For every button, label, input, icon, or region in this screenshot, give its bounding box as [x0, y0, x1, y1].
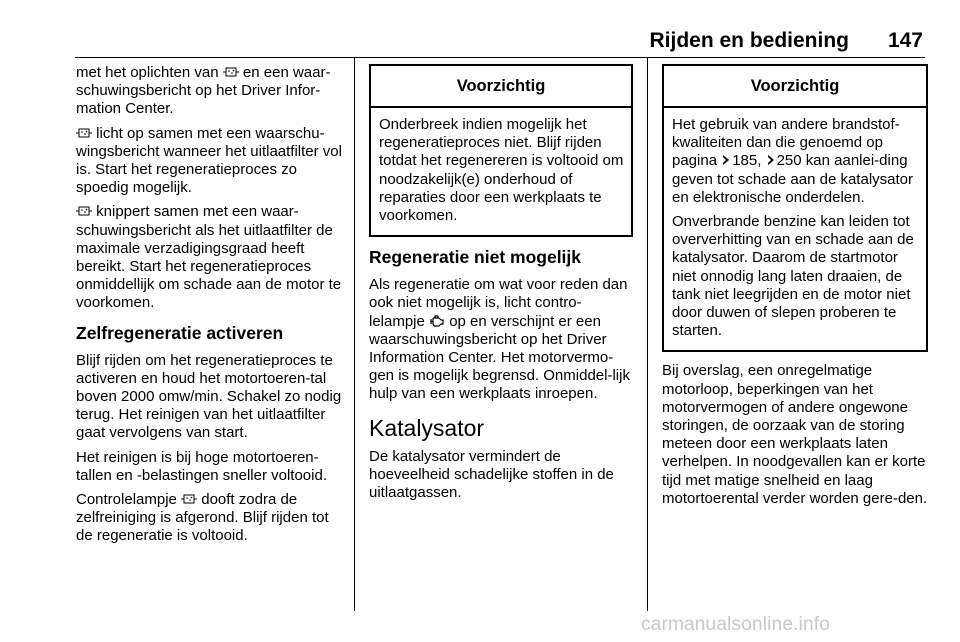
column-1: [76, 64, 342, 552]
page-title: Rijden en bediening: [649, 29, 849, 52]
section-heading: Zelfregeneratie activeren: [76, 322, 284, 343]
text: licht op samen met een waarschu-wingsbericht wanneer het uitlaatfilter vol is. Start het regeneratieproces zo spoedig mogelijk.: [76, 124, 342, 197]
paragraph: Blijf rijden om het regeneratieproces te activeren en houd het motortoeren-tal boven 2000 omw/min. Schakel zo nodig terug. Het reinigen van het uitlaatfilter gaat vervolgens van start.: [76, 351, 342, 442]
caution-text: Onderbreek indien mogelijk het regeneratieproces niet. Blijf rijden totdat het regenereren is voltooid om noodzakelijk(e) onderhoud of reparaties door een werkplaats te voorkomen.: [379, 116, 624, 225]
engine-icon: [429, 314, 445, 328]
text: Controlelampje: [76, 491, 182, 509]
caution-body: [664, 108, 926, 350]
column-divider: [354, 58, 355, 611]
page-number: 147: [887, 29, 923, 52]
exhaust-filter-icon: [181, 492, 197, 506]
watermark: carmanualsonline.info: [641, 614, 831, 635]
text: dooft zodra de zelfreiniging is afgerond. Blijf rijden tot de regeneratie is voltooid.: [76, 491, 329, 545]
caution-title: Voorzichtig: [664, 66, 926, 108]
caution-text: Onverbrande benzine kan leiden tot oververhitting van en schade aan de katalysator. Daarom de startmotor niet onnodig lang laten draaien, de tank niet leegrijden en de motor niet door duwen of slepen proberen te starten.: [672, 213, 914, 340]
text: Als regeneratie om wat voor reden dan ook niet mogelijk is, licht contro-lelampje: [369, 276, 628, 330]
paragraph: [76, 64, 342, 119]
exhaust-filter-icon: [223, 65, 239, 79]
caution-body: [371, 108, 631, 235]
text: knippert samen met een waar-schuwingsbericht als het uitlaatfilter de maximale verzadigingsgraad heeft bereikt. Start het regeneratieproces onmiddellijk om schade aan de motor te voorkomen.: [76, 203, 342, 312]
paragraph: [76, 125, 342, 198]
caution-box: [662, 64, 928, 352]
page-reference-link[interactable]: 185,: [732, 152, 766, 170]
paragraph: [76, 203, 342, 312]
paragraph: Bij overslag, een onregelmatige motorloop, beperkingen van het motorvermogen of andere ongewone storingen, de oorzaak van de storing meteen door een werkplaats laten verhelpen. In noodgevallen kan er korte tijd met matige snelheid en laag motortoerental verder worden gere-den.: [662, 362, 928, 507]
exhaust-filter-icon: [76, 126, 92, 140]
page-reference-arrow-icon: [723, 155, 729, 165]
text: en een waar-schuwingsbericht op het Driver Infor-mation Center.: [76, 64, 331, 118]
column-divider: [647, 58, 648, 611]
page-header: [0, 0, 960, 58]
exhaust-filter-icon: [76, 204, 92, 218]
section-heading: Regeneratie niet mogelijk: [369, 247, 582, 268]
page-reference-link[interactable]: 250: [776, 152, 802, 170]
paragraph: [76, 491, 342, 546]
caution-text: [672, 116, 920, 207]
text: met het oplichten van: [76, 64, 223, 81]
paragraph: [369, 276, 633, 403]
text: Het gebruik van andere brandstof-kwaliteiten dan die genoemd op pagina: [672, 116, 900, 170]
header-rule: [75, 57, 925, 58]
page-reference-arrow-icon: [768, 155, 774, 165]
chapter-title: Katalysator: [369, 414, 485, 441]
paragraph: Het reinigen is bij hoge motortoeren-tallen en -belastingen sneller voltooid.: [76, 448, 327, 484]
column-2: [369, 64, 633, 508]
paragraph: De katalysator vermindert de hoeveelheid schadelijke stoffen in de uitlaatgassen.: [369, 447, 614, 502]
caution-title: Voorzichtig: [371, 66, 631, 108]
text: op en verschijnt er een waarschuwingsbericht op het Driver Information Center. Het motorvermo-gen is mogelijk begrensd. Onmiddel-lijk hulp van een werkplaats inroepen.: [369, 312, 630, 403]
caution-box: [369, 64, 633, 237]
text: kan aanlei-ding geven tot schade aan de katalysator en elektronische onderdelen.: [672, 152, 913, 206]
column-3: [662, 64, 928, 514]
